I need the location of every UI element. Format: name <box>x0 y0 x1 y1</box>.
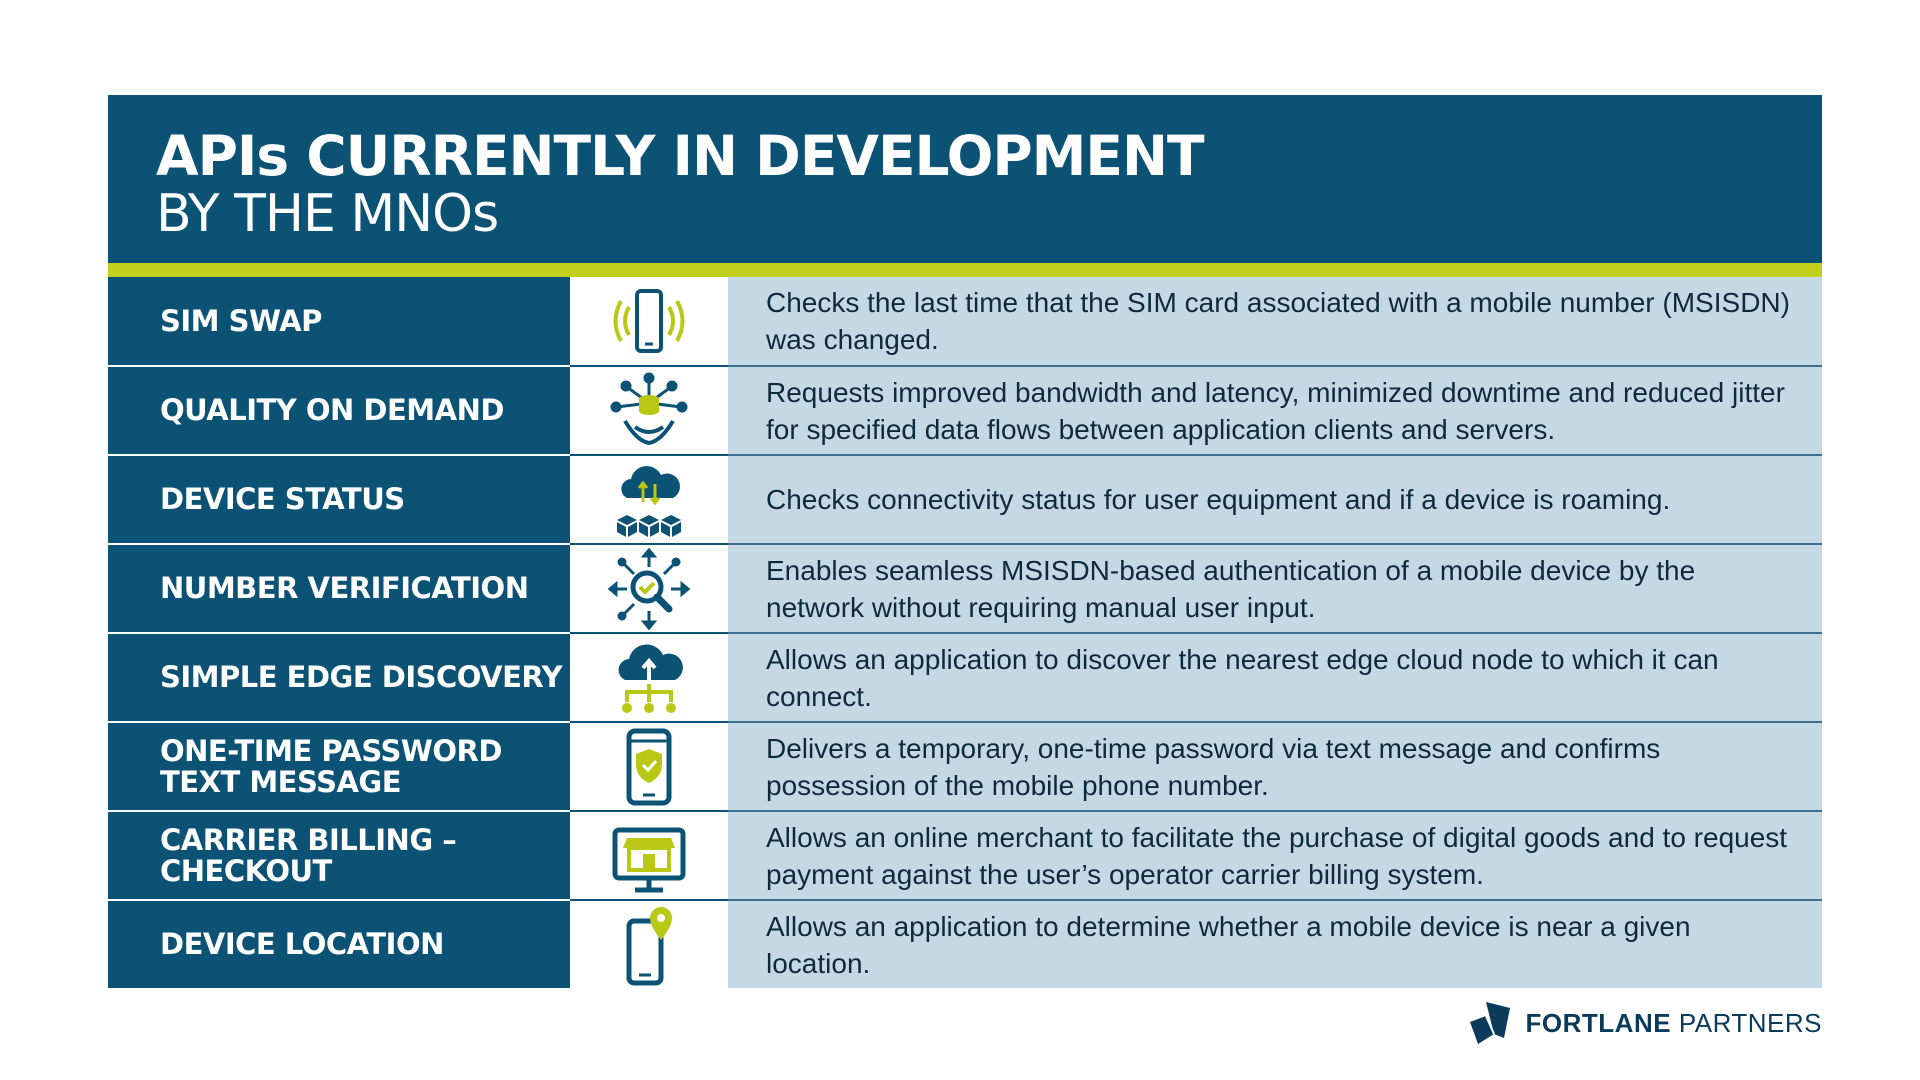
api-description: Allows an application to determine whether a mobile device is near a given location. <box>728 899 1822 988</box>
api-list <box>108 277 1822 988</box>
api-name: NUMBER VERIFICATION <box>108 545 570 632</box>
table-row <box>108 899 1822 988</box>
logo-regular-text: PARTNERS <box>1678 1007 1822 1038</box>
header <box>108 95 1822 263</box>
api-name: DEVICE LOCATION <box>108 901 570 988</box>
network-hand-icon <box>570 365 728 454</box>
table-row <box>108 543 1822 632</box>
table-row <box>108 454 1822 543</box>
phone-shield-icon <box>570 721 728 810</box>
api-table-panel <box>108 95 1822 988</box>
table-row <box>108 632 1822 721</box>
api-description: Checks connectivity status for user equipment and if a device is roaming. <box>728 454 1822 543</box>
search-check-network-icon <box>570 543 728 632</box>
page-title: APIs CURRENTLY IN DEVELOPMENT <box>156 124 1204 188</box>
logo-bold-text: FORTLANE <box>1525 1007 1672 1038</box>
phone-location-icon <box>570 899 728 988</box>
api-name: CARRIER BILLING – CHECKOUT <box>108 812 570 899</box>
api-description: Allows an online merchant to facilitate the purchase of digital goods and to request payment against the user’s operator carrier billing system. <box>728 810 1822 899</box>
page-subtitle: BY THE MNOs <box>156 184 499 244</box>
api-description: Delivers a temporary, one-time password via text message and confirms possession of the mobile phone number. <box>728 721 1822 810</box>
api-description: Enables seamless MSISDN-based authentication of a mobile device by the network without requiring manual user input. <box>728 543 1822 632</box>
fortlane-logo-icon <box>1468 1000 1516 1046</box>
api-description: Allows an application to discover the nearest edge cloud node to which it can connect. <box>728 632 1822 721</box>
table-row <box>108 810 1822 899</box>
online-shop-icon <box>570 810 728 899</box>
fortlane-logo <box>1468 1000 1822 1046</box>
accent-bar <box>108 263 1822 277</box>
logo-text <box>1526 1008 1822 1039</box>
table-row <box>108 277 1822 365</box>
api-description: Requests improved bandwidth and latency, minimized downtime and reduced jitter for specified data flows between application clients and servers. <box>728 365 1822 454</box>
api-name: ONE-TIME PASSWORD TEXT MESSAGE <box>108 723 570 810</box>
table-row <box>108 365 1822 454</box>
cloud-network-icon <box>570 632 728 721</box>
table-row <box>108 721 1822 810</box>
smartphone-vibrate-icon <box>570 277 728 365</box>
api-description: Checks the last time that the SIM card associated with a mobile number (MSISDN) was changed. <box>728 277 1822 365</box>
api-name: SIM SWAP <box>108 277 570 365</box>
api-name: DEVICE STATUS <box>108 456 570 543</box>
cloud-sync-cubes-icon <box>570 454 728 543</box>
api-name: SIMPLE EDGE DISCOVERY <box>108 634 570 721</box>
api-name: QUALITY ON DEMAND <box>108 367 570 454</box>
